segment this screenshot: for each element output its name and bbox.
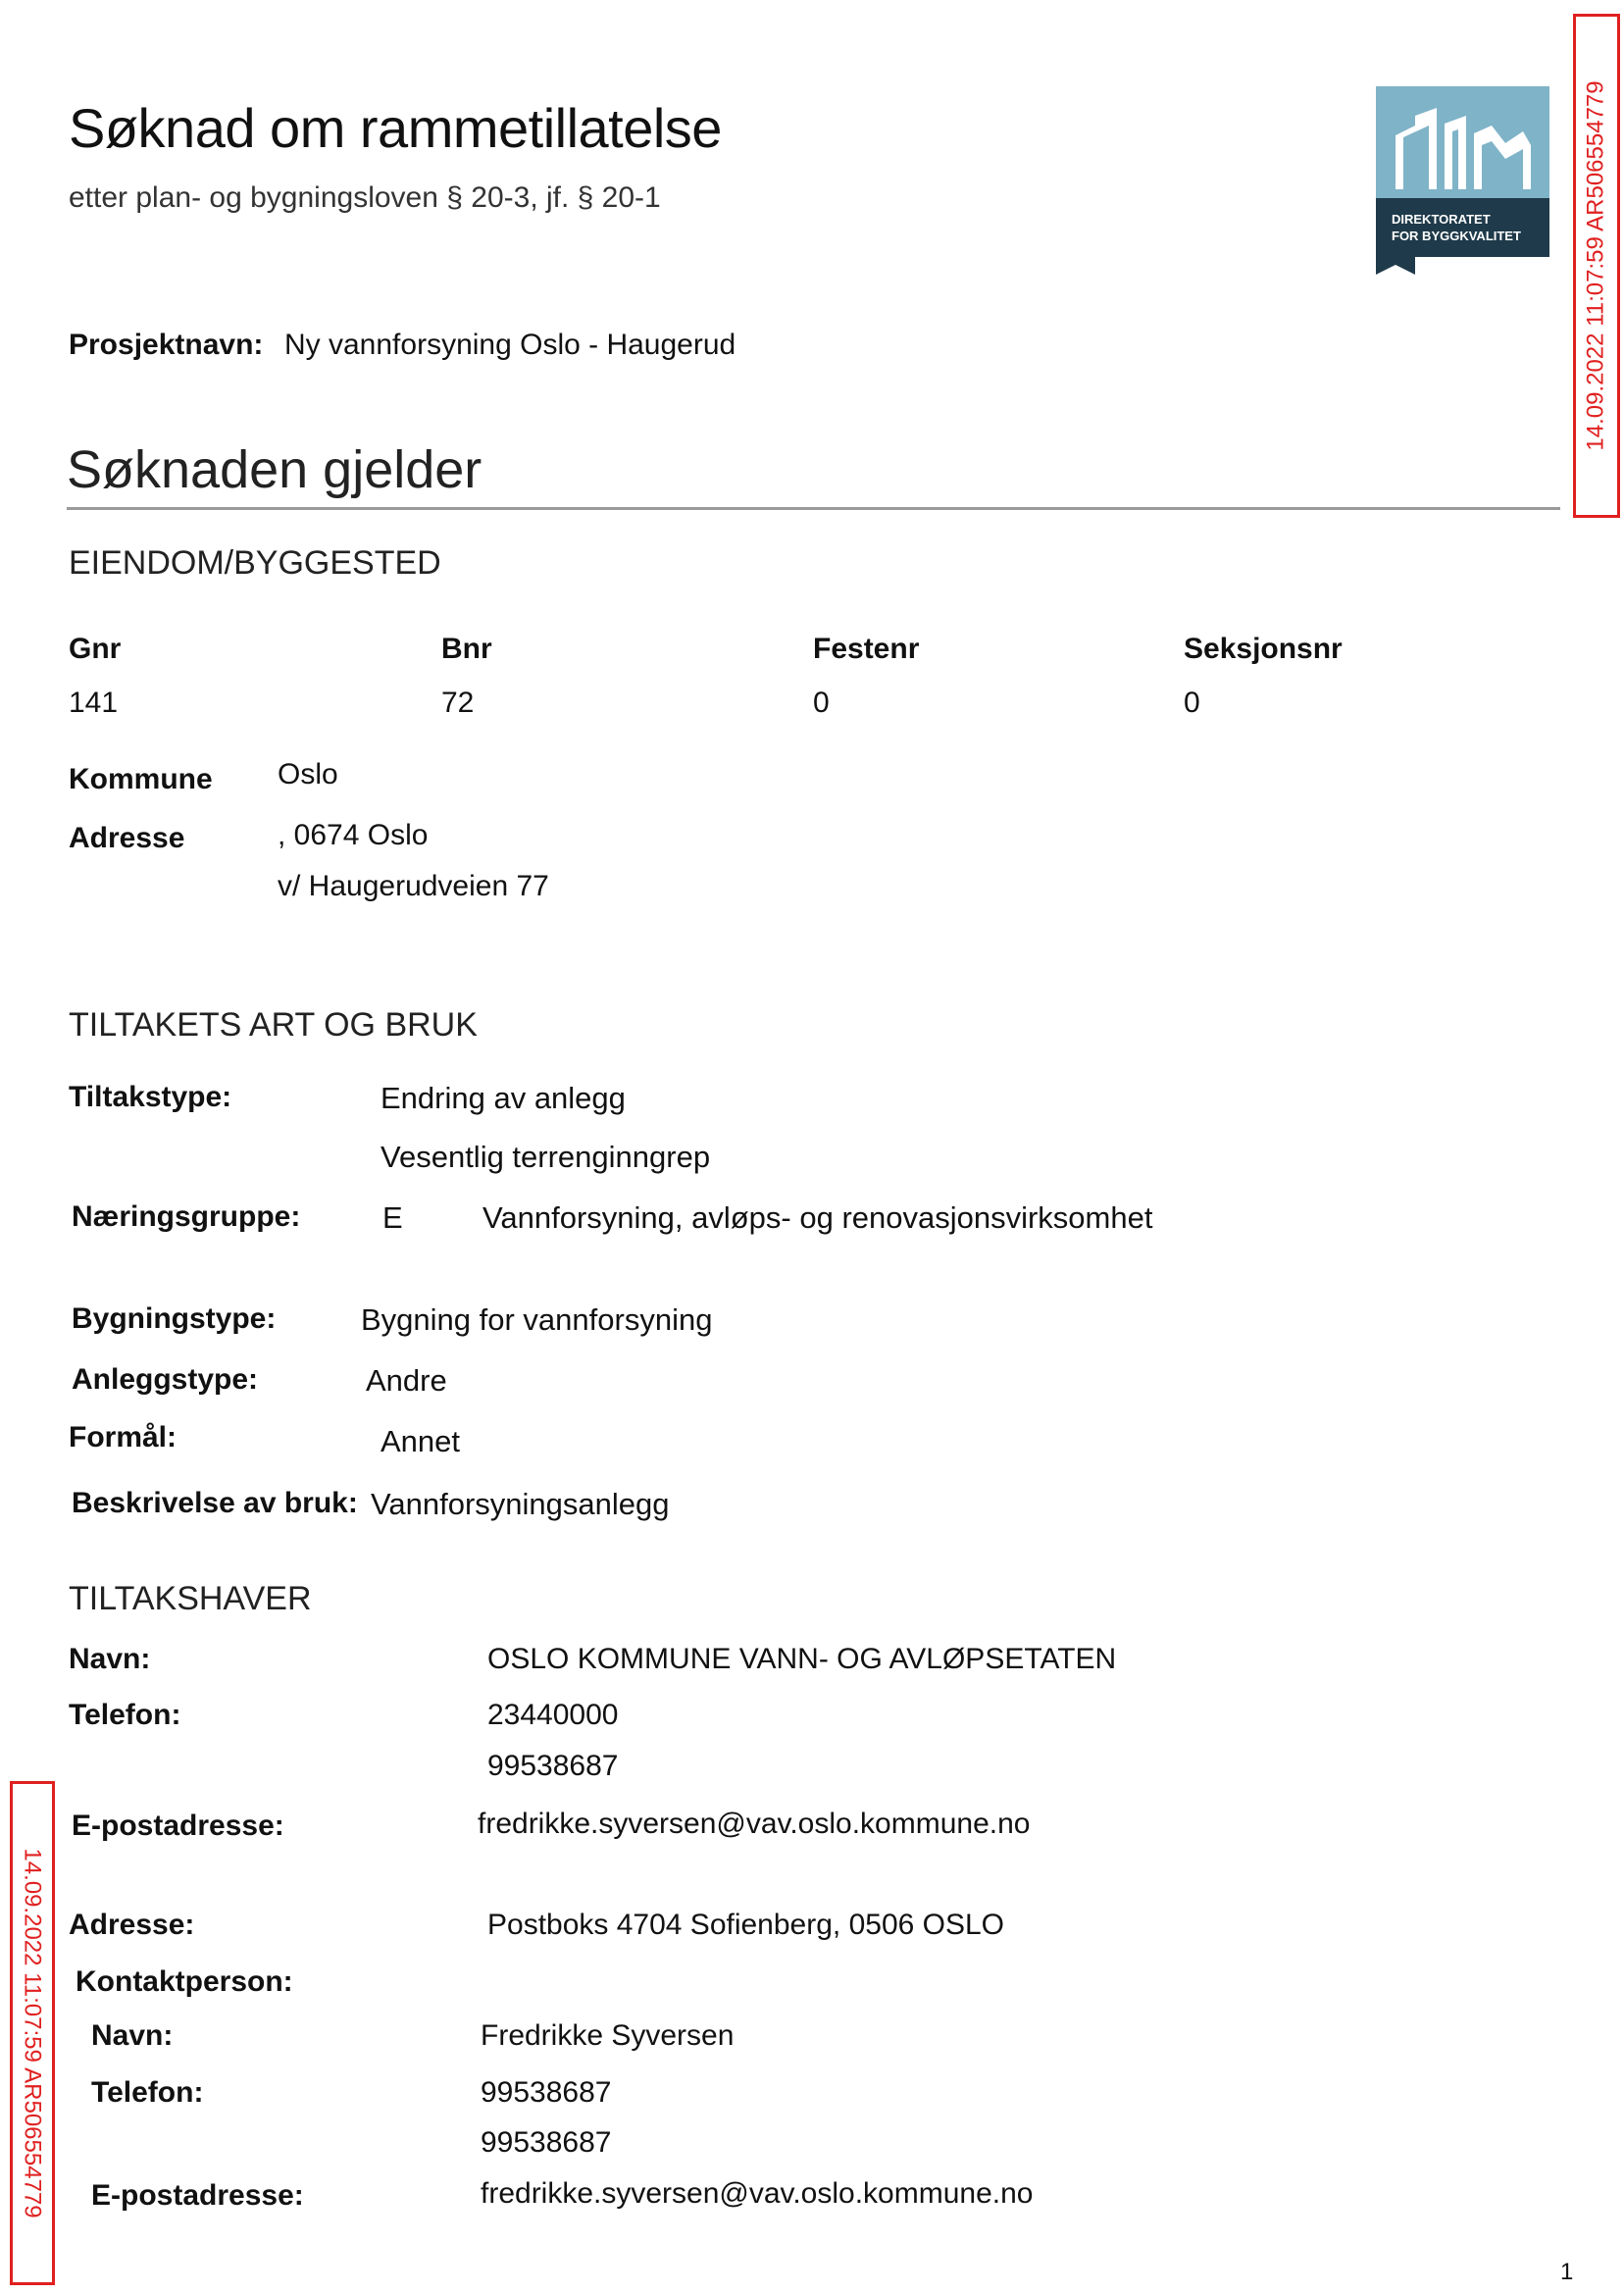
project-label: Prosjektnavn: [69,329,264,361]
naeringsgruppe-label: Næringsgruppe: [72,1200,301,1233]
document-title: Søknad om rammetillatelse [69,97,722,159]
kontaktperson-label: Kontaktperson: [76,1965,293,1998]
kontakt-telefon-label: Telefon: [91,2076,204,2109]
bnr-value: 72 [441,687,475,719]
timestamp-stamp-left: 14.09.2022 11:07:59 AR506554779 [10,1781,55,2285]
tiltakshaver-epost-value: fredrikke.syversen@vav.oslo.kommune.no [478,1808,1031,1840]
naeringsgruppe-value: Vannforsyning, avløps- og renovasjonsvirksomhet [482,1200,1153,1235]
bygningstype-label: Bygningstype: [72,1302,277,1335]
beskrivelse-value: Vannforsyningsanlegg [371,1487,670,1521]
tiltakshaver-heading: TILTAKSHAVER [69,1580,312,1617]
seksjonsnr-label: Seksjonsnr [1184,633,1343,665]
kontakt-navn-value: Fredrikke Syversen [481,2019,735,2052]
gnr-value: 141 [69,687,119,719]
bygningstype-value: Bygning for vannforsyning [361,1302,713,1337]
adresse-label: Adresse [69,822,185,854]
section-title: Søknaden gjelder [67,440,482,499]
kommune-value: Oslo [278,758,338,790]
festenr-label: Festenr [813,633,920,665]
tiltakshaver-adresse-value: Postboks 4704 Sofienberg, 0506 OSLO [487,1909,1005,1941]
tiltakstype-value-2: Vesentlig terrenginngrep [381,1140,711,1174]
timestamp-stamp-top: 14.09.2022 11:07:59 AR506554779 [1573,14,1620,518]
tiltakshaver-navn-value: OSLO KOMMUNE VANN- OG AVLØPSETATEN [487,1643,1117,1675]
naeringsgruppe-code: E [382,1200,403,1235]
logo-text-line1: DIREKTORATET [1392,212,1491,227]
bnr-label: Bnr [441,633,492,665]
tiltak-heading: TILTAKETS ART OG BRUK [69,1006,478,1044]
tiltakshaver-telefon-1: 23440000 [487,1699,619,1731]
adresse-line2: v/ Haugerudveien 77 [278,870,549,902]
tiltakshaver-adresse-label: Adresse: [69,1909,195,1941]
formal-value: Annet [381,1424,461,1458]
kontakt-telefon-2: 99538687 [481,2126,612,2159]
gnr-label: Gnr [69,633,122,665]
tiltakshaver-telefon-2: 99538687 [487,1750,619,1782]
project-value: Ny vannforsyning Oslo - Haugerud [284,329,736,361]
anleggstype-value: Andre [366,1363,447,1398]
tiltakshaver-telefon-label: Telefon: [69,1699,181,1731]
festenr-value: 0 [813,687,830,719]
tiltakshaver-navn-label: Navn: [69,1643,151,1675]
logo-text-line2: FOR BYGGKVALITET [1392,229,1521,243]
dibk-logo [1376,86,1549,275]
tiltakshaver-epost-label: E-postadresse: [72,1810,284,1842]
seksjonsnr-value: 0 [1184,687,1200,719]
page-number: 1 [1560,2259,1574,2285]
kontakt-telefon-1: 99538687 [481,2076,612,2109]
tiltakstype-value-1: Endring av anlegg [381,1081,626,1115]
kommune-label: Kommune [69,763,213,795]
kontakt-epost-label: E-postadresse: [91,2179,304,2212]
section-divider [67,507,1560,510]
formal-label: Formål: [69,1421,178,1453]
kontakt-epost-value: fredrikke.syversen@vav.oslo.kommune.no [481,2177,1034,2210]
adresse-line1: , 0674 Oslo [278,819,429,851]
beskrivelse-label: Beskrivelse av bruk: [72,1487,358,1519]
property-heading: EIENDOM/BYGGESTED [69,544,441,582]
anleggstype-label: Anleggstype: [72,1363,259,1396]
kontakt-navn-label: Navn: [91,2019,174,2052]
document-subtitle: etter plan- og bygningsloven § 20-3, jf. § 20-1 [69,181,661,214]
tiltakstype-label: Tiltakstype: [69,1081,232,1113]
